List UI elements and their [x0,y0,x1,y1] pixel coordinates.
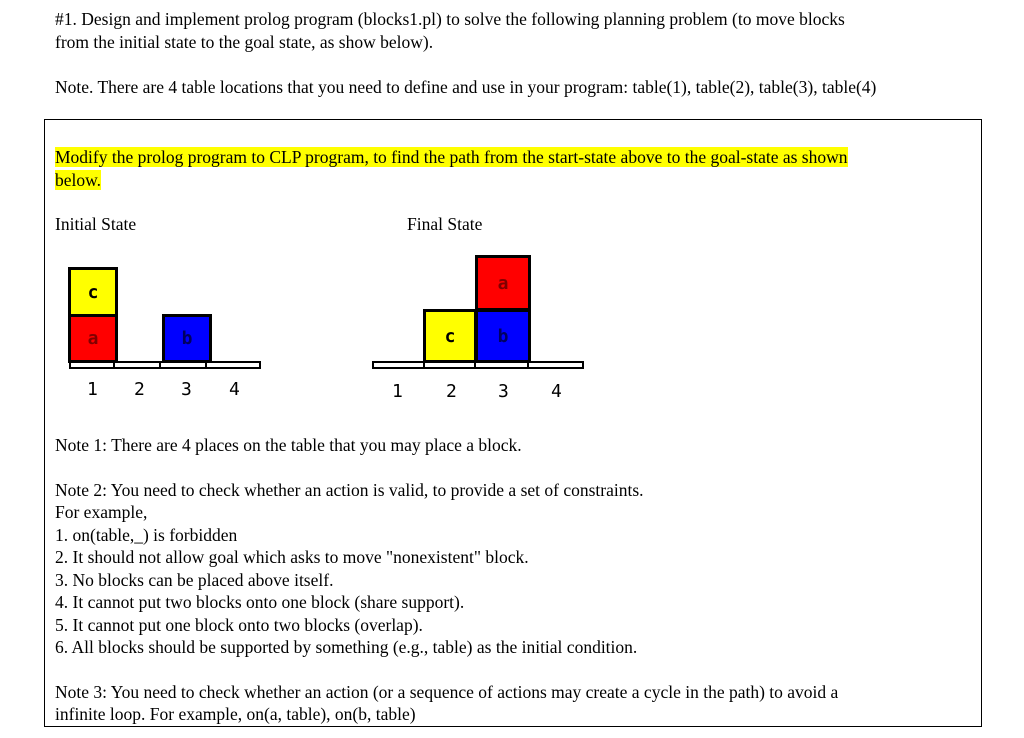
position-label: 4 [551,381,562,402]
block-c: c [423,309,477,363]
note3-line1: Note 3: You need to check whether an action (or a sequence of actions may create a cycle in the path) to avoid a [55,682,839,702]
for-example: For example, [55,502,148,522]
constraint-item: 6. All blocks should be supported by something (e.g., table) as the initial condition. [55,637,638,657]
note3-line2: infinite loop. For example, on(a, table), on(b, table) [55,704,416,724]
position-label: 2 [134,379,145,400]
position-label: 2 [446,381,457,402]
constraint-item: 4. It cannot put two blocks onto one block (share support). [55,592,465,612]
block-a: a [475,255,531,311]
block-b: b [475,309,531,363]
problem-note: Note. There are 4 table locations that you need to define and use in your program: table(1), table(2), table(3), table(4) [55,77,877,97]
table-slot [113,361,161,369]
initial-state-label: Initial State [55,214,137,234]
problem-line1: #1. Design and implement prolog program (blocks1.pl) to solve the following planning problem (to move blocks [55,9,845,29]
final-state-label: Final State [407,214,483,234]
note1: Note 1: There are 4 places on the table that you may place a block. [55,435,522,455]
table-slot [527,361,584,369]
highlight-line1: Modify the prolog program to CLP program, to find the path from the start-state above to the goal-state as shown [55,147,848,167]
position-label: 3 [181,379,192,400]
position-label: 1 [392,381,403,402]
problem-line2: from the initial state to the goal state, as show below). [55,32,434,52]
constraint-item: 2. It should not allow goal which asks to move "nonexistent" block. [55,547,529,567]
position-label: 3 [498,381,509,402]
position-label: 4 [229,379,240,400]
block-b: b [162,314,212,363]
table-slot [205,361,261,369]
note2: Note 2: You need to check whether an action is valid, to provide a set of constraints. [55,480,644,500]
position-label: 1 [87,379,98,400]
constraint-item: 5. It cannot put one block onto two blocks (overlap). [55,614,423,635]
table-slot [372,361,425,369]
highlight-line2: below. [55,170,102,190]
constraint-item: 3. No blocks can be placed above itself. [55,569,334,590]
constraint-item: 1. on(table,_) is forbidden [55,524,238,545]
block-a: a [68,314,118,363]
block-c: c [68,267,118,317]
